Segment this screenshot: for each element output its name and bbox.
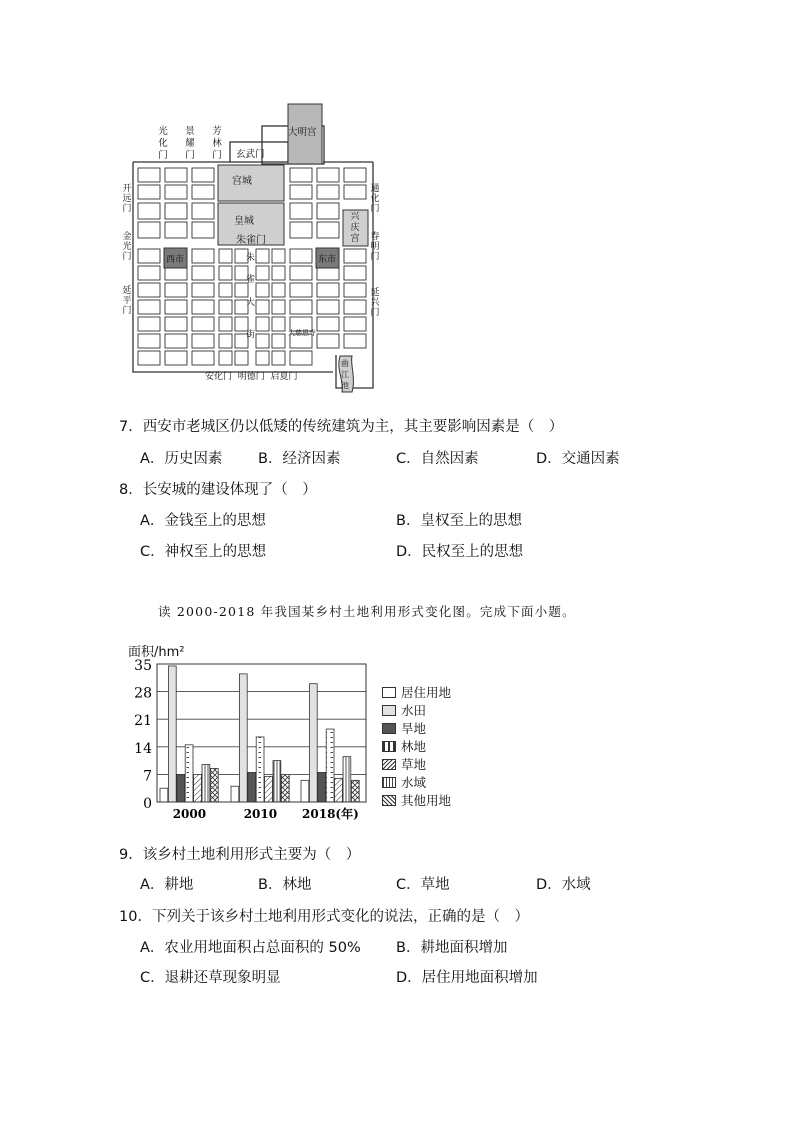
legend-swatch — [382, 723, 396, 734]
bar-其他用地 — [210, 768, 218, 802]
legend-swatch — [382, 795, 396, 806]
bar-水田 — [239, 674, 247, 802]
q7-option-b[interactable]: B．经济因素 — [258, 451, 341, 467]
bar-水田 — [309, 684, 317, 802]
street-char-2: 雀 — [246, 275, 256, 285]
bar-居住用地 — [160, 788, 168, 802]
gate-yanxing-label: 延兴门 — [370, 288, 380, 318]
huangcheng-label: 皇城 — [234, 216, 254, 227]
daminggong-label: 大明宫 — [288, 127, 317, 138]
gate-tonghua-label: 通化门 — [370, 184, 380, 214]
legend-label: 其他用地 — [401, 793, 452, 808]
legend-item — [382, 701, 426, 719]
xishi-label: 西市 — [166, 255, 185, 265]
gate-guanghua-label: 光化门 — [158, 126, 168, 161]
bar-林地 — [326, 729, 334, 802]
xingqinggong-label: 兴庆宫 — [350, 212, 360, 244]
gongcheng-label: 宫城 — [232, 176, 252, 187]
bar-其他用地 — [281, 774, 289, 802]
question-9-stem: 9．该乡村土地利用形式主要为（ ） — [119, 847, 361, 863]
chart-ylabel: 面积/hm² — [128, 645, 185, 660]
legend-label: 林地 — [401, 739, 427, 754]
gate-jinguang-label: 金光门 — [122, 232, 132, 262]
q9-option-b[interactable]: B．林地 — [258, 877, 312, 893]
legend-swatch — [382, 741, 396, 752]
legend-item — [382, 719, 426, 737]
dayanta-label: 大慈恩寺 — [288, 329, 316, 337]
gate-fanglin-label: 芳林门 — [212, 126, 222, 161]
q9-option-d[interactable]: D．水域 — [536, 877, 591, 893]
legend-item — [382, 737, 426, 755]
zhuquemen-label: 朱雀门 — [236, 235, 266, 246]
y-tick-label: 21 — [134, 713, 152, 730]
q9-option-c[interactable]: C．草地 — [396, 877, 450, 893]
street-char-3: 大 — [246, 298, 256, 308]
legend-item — [382, 755, 426, 773]
legend-item — [382, 791, 451, 809]
gate-jingyao-label: 景耀门 — [185, 126, 195, 161]
street-char-4: 街 — [246, 330, 256, 340]
bar-草地 — [335, 778, 343, 802]
bar-林地 — [256, 737, 264, 802]
legend-label: 水域 — [401, 775, 427, 790]
bar-旱地 — [177, 774, 185, 802]
legend-label: 水田 — [401, 703, 427, 718]
y-tick-label: 14 — [134, 740, 152, 757]
bar-水域 — [273, 761, 281, 802]
q8-option-c[interactable]: C．神权至上的思想 — [140, 544, 267, 560]
bar-旱地 — [318, 772, 326, 802]
legend-swatch — [382, 777, 396, 788]
bar-草地 — [194, 774, 202, 802]
y-tick-label: 7 — [143, 768, 152, 785]
bottom-gates-label: 安化门 明德门 启夏门 — [205, 372, 298, 382]
q7-option-a[interactable]: A．历史因素 — [140, 451, 223, 467]
q8-option-d[interactable]: D．民权至上的思想 — [396, 544, 524, 560]
question-8-stem: 8．长安城的建设体现了（ ） — [119, 482, 317, 498]
y-tick-label: 35 — [134, 658, 152, 674]
y-tick-label: 28 — [134, 685, 152, 702]
legend-item — [382, 683, 451, 701]
qujiangchi-label: 曲江池 — [341, 359, 349, 390]
chart-intro-text: 读 2000-2018 年我国某乡村土地利用形式变化图。完成下面小题。 — [158, 604, 576, 619]
q10-option-a[interactable]: A．农业用地面积占总面积的 50% — [140, 940, 361, 956]
legend-label: 草地 — [401, 757, 427, 772]
q10-option-d[interactable]: D．居住用地面积增加 — [396, 970, 538, 986]
q8-option-b[interactable]: B．皇权至上的思想 — [396, 513, 522, 529]
bar-林地 — [185, 745, 193, 802]
y-tick-label: 0 — [143, 796, 152, 812]
gate-chunming-label: 春明门 — [370, 232, 380, 262]
x-tick-label: 2000 — [172, 807, 207, 821]
dongshi-label: 东市 — [318, 255, 337, 265]
q8-option-a[interactable]: A．金钱至上的思想 — [140, 513, 266, 529]
gate-kaiyuan-label: 开远门 — [122, 184, 132, 214]
q10-option-c[interactable]: C．退耕还草现象明显 — [140, 970, 281, 986]
x-tick-label: 2010 — [243, 807, 278, 821]
q10-option-b[interactable]: B．耕地面积增加 — [396, 940, 508, 956]
bar-水域 — [202, 765, 210, 802]
gate-yanping-label: 延平门 — [122, 286, 132, 316]
street-char-1: 朱 — [246, 253, 256, 263]
bar-居住用地 — [231, 786, 239, 802]
legend-swatch — [382, 687, 396, 698]
legend-item — [382, 773, 426, 791]
bar-水域 — [343, 757, 351, 802]
bar-旱地 — [248, 772, 256, 802]
q7-option-d[interactable]: D．交通因素 — [536, 451, 620, 467]
bar-水田 — [168, 666, 176, 802]
bar-草地 — [265, 776, 273, 802]
question-7-stem: 7．西安市老城区仍以低矮的传统建筑为主，其主要影响因素是（ ） — [119, 419, 564, 435]
xuanwu-gate-label: 玄武门 — [236, 149, 265, 160]
legend-swatch — [382, 759, 396, 770]
question-10-stem: 10．下列关于该乡村土地利用形式变化的说法，正确的是（ ） — [119, 909, 529, 925]
x-tick-label: 2018(年) — [302, 807, 359, 821]
legend-label: 旱地 — [401, 721, 427, 736]
legend-label: 居住用地 — [401, 685, 452, 700]
q7-option-c[interactable]: C．自然因素 — [396, 451, 479, 467]
bar-其他用地 — [351, 780, 359, 802]
legend-swatch — [382, 705, 396, 716]
bar-居住用地 — [301, 780, 309, 802]
q9-option-a[interactable]: A．耕地 — [140, 877, 194, 893]
